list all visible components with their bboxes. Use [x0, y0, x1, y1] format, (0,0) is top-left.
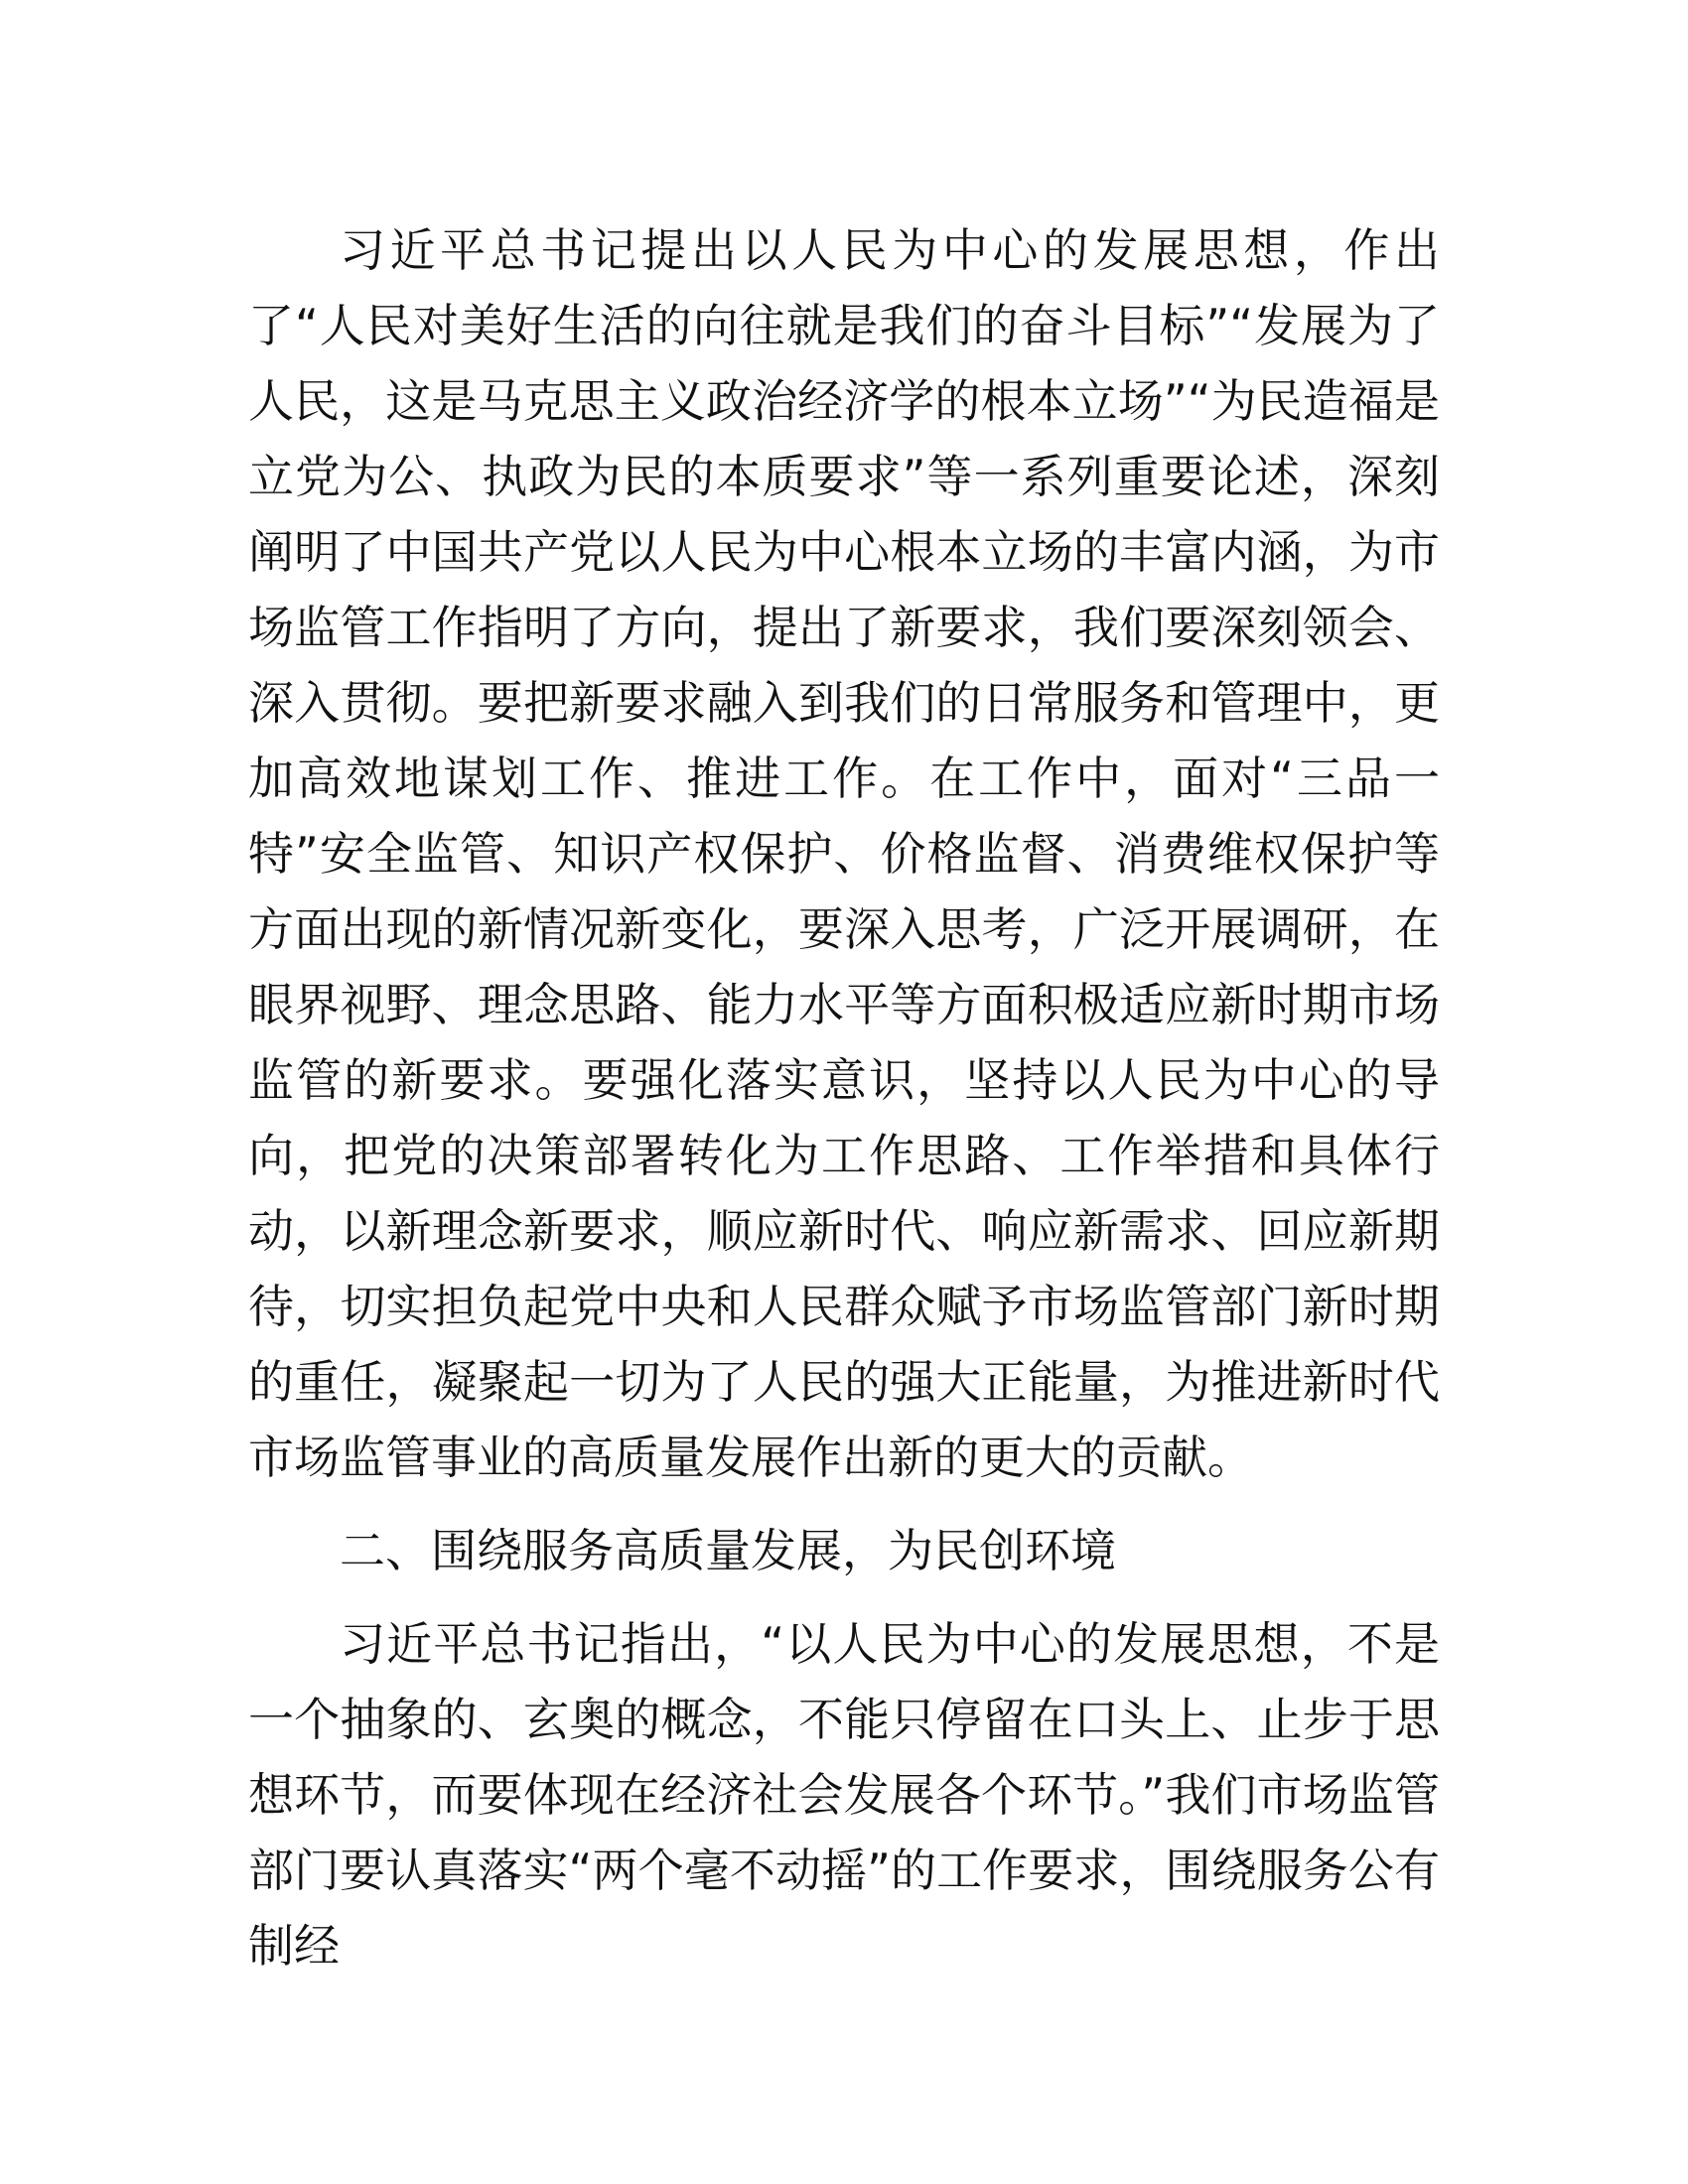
section-heading: 二、围绕服务高质量发展，为民创环境	[340, 1524, 1116, 1577]
body-paragraph-1: 习近平总书记提出以人民为中心的发展思想，作出了“人民对美好生活的向往就是我们的奋斗目标”“发展为了人民，这是马克思主义政治经济学的根本立场”“为民造福是立党为公、执政为民的本质要求”等一系列重要论述，深刻阐明了中国共产党以人民为中心根本立场的丰富内涵，为市场监管工作指明了方向，提出了新要求，我们要深刻领会、深入贯彻。要把新要求融入到我们的日常服务和管理中，更加高效地谋划工作、推进工作。在工作中，面对“三品一特”安全监管、知识产权保护、价格监督、消费维权保护等方面出现的新情况新变化，要深入思考，广泛开展调研，在眼界视野、理念思路、能力水平等方面积极适应新时期市场监管的新要求。要强化落实意识，坚持以人民为中心的导向，把党的决策部署转化为工作思路、工作举措和具体行动，以新理念新要求，顺应新时代、响应新需求、回应新期待，切实担负起党中央和人民群众赋予市场监管部门新时期的重任，凝聚起一切为了人民的强大正能量，为推进新时代市场监管事业的高质量发展作出新的更大的贡献。	[248, 223, 1440, 1484]
document-body	[248, 212, 1440, 1983]
body-paragraph-2: 习近平总书记指出，“以人民为中心的发展思想，不是一个抽象的、玄奥的概念，不能只停留在口头上、止步于思想环节，而要体现在经济社会发展各个环节。”我们市场监管部门要认真落实“两个毫不动摇”的工作要求，围绕服务公有制经	[248, 1617, 1440, 1973]
